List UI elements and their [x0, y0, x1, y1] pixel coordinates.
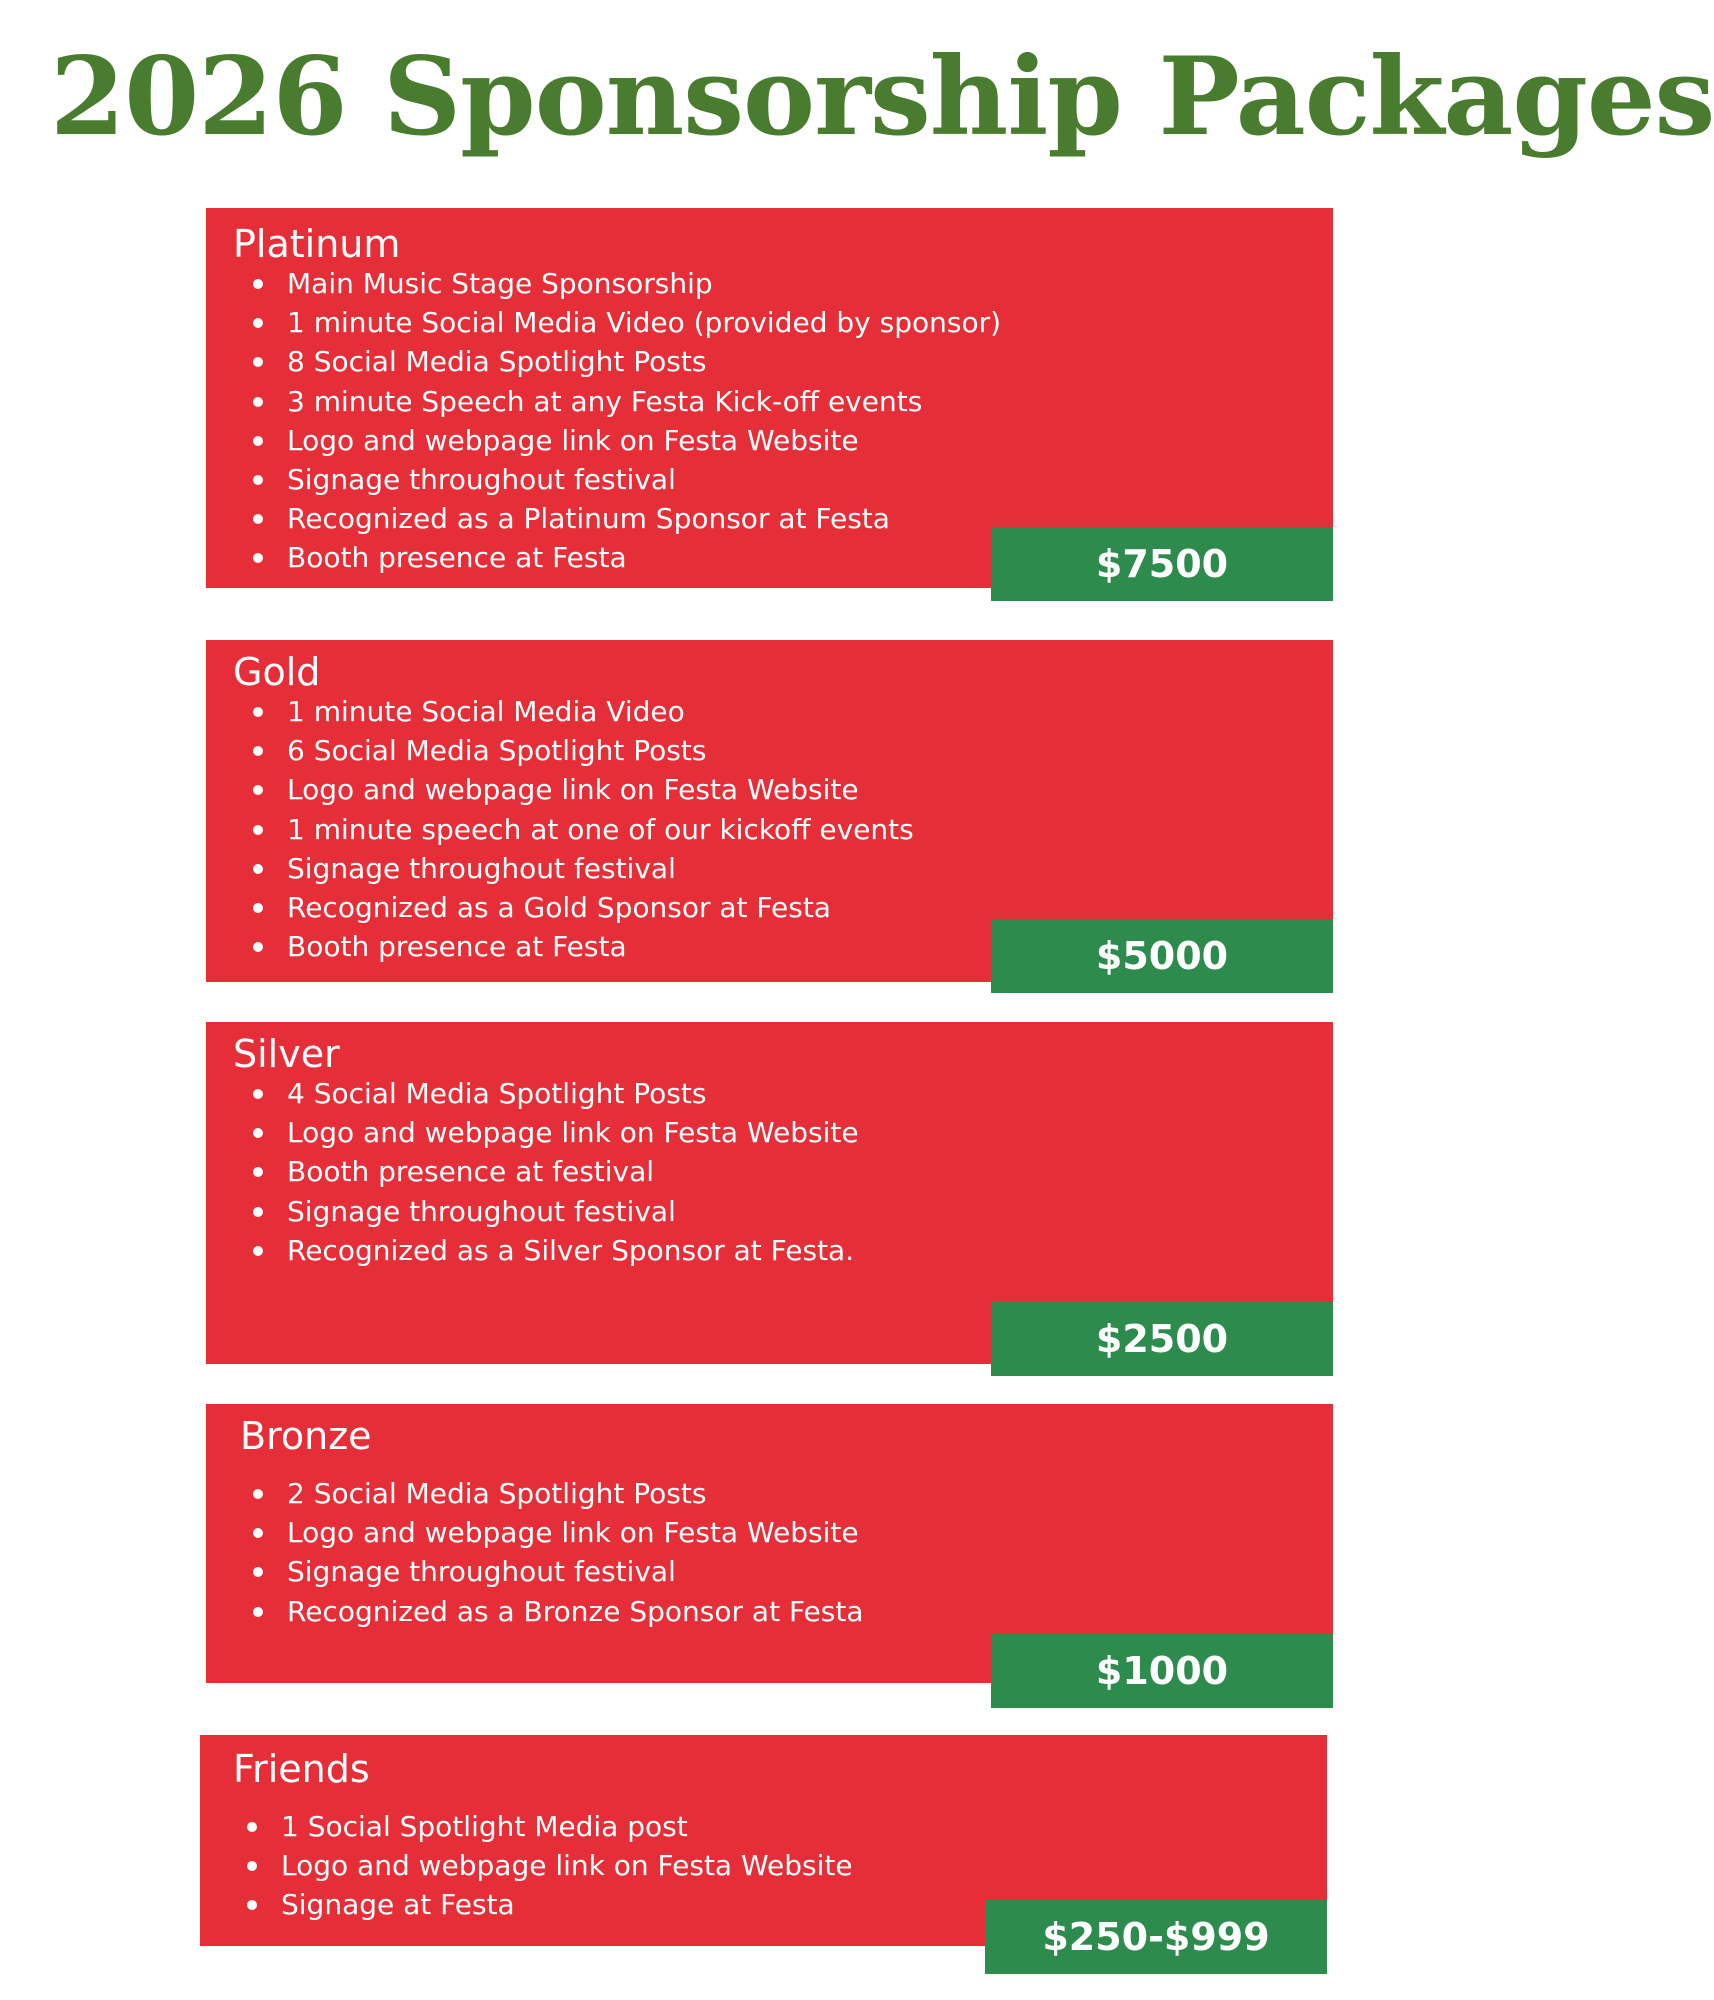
- feature-text: Signage at Festa: [281, 1888, 515, 1922]
- price-tag-friends: $250-$999: [985, 1900, 1327, 1974]
- feature-item: [233, 1474, 863, 1513]
- package-name: Bronze: [240, 1414, 372, 1458]
- feature-list: [233, 1474, 863, 1631]
- feature-item: [233, 770, 914, 809]
- feature-item: [233, 1513, 863, 1552]
- feature-item: [233, 731, 914, 770]
- feature-text: Signage throughout festival: [287, 462, 676, 496]
- feature-item: [233, 382, 1001, 421]
- feature-text: Recognized as a Silver Sponsor at Festa.: [287, 1233, 855, 1267]
- bullet-icon: [253, 279, 263, 289]
- feature-item: [227, 1885, 853, 1924]
- bullet-icon: [253, 942, 263, 952]
- feature-text: Booth presence at Festa: [287, 541, 627, 575]
- bullet-icon: [253, 1567, 263, 1577]
- feature-item: [233, 1113, 859, 1152]
- feature-item: [233, 888, 914, 927]
- feature-item: [233, 264, 1001, 303]
- feature-text: 1 minute speech at one of our kickoff events: [287, 812, 914, 846]
- price-tag-platinum: $7500: [991, 527, 1333, 601]
- feature-text: Logo and webpage link on Festa Website: [281, 1849, 853, 1883]
- feature-item: [233, 421, 1001, 460]
- feature-item: [233, 692, 914, 731]
- feature-text: 6 Social Media Spotlight Posts: [287, 734, 707, 768]
- feature-item: [233, 538, 1001, 577]
- feature-text: Signage throughout festival: [287, 851, 676, 885]
- feature-item: [233, 1592, 863, 1631]
- bullet-icon: [253, 1246, 263, 1256]
- feature-text: 1 minute Social Media Video: [287, 695, 685, 728]
- feature-text: Recognized as a Platinum Sponsor at Festa: [287, 502, 890, 536]
- feature-list: [233, 692, 914, 966]
- bullet-icon: [253, 785, 263, 795]
- feature-item: [233, 1074, 859, 1113]
- feature-list: [233, 1074, 859, 1270]
- bullet-icon: [247, 1900, 257, 1910]
- bullet-icon: [247, 1861, 257, 1871]
- bullet-icon: [247, 1822, 257, 1832]
- bullet-icon: [253, 825, 263, 835]
- feature-text: 1 minute Social Media Video (provided by sponsor): [287, 306, 1002, 340]
- feature-text: Logo and webpage link on Festa Website: [287, 773, 859, 807]
- bullet-icon: [253, 1489, 263, 1499]
- feature-text: 1 Social Spotlight Media post: [281, 1810, 688, 1843]
- bullet-icon: [253, 357, 263, 367]
- feature-text: Recognized as a Gold Sponsor at Festa: [287, 890, 831, 924]
- feature-list: [227, 1807, 853, 1925]
- bullet-icon: [253, 1089, 263, 1099]
- feature-text: Booth presence at Festa: [287, 930, 627, 964]
- bullet-icon: [253, 436, 263, 446]
- feature-item: [233, 1152, 859, 1191]
- package-name: Platinum: [233, 222, 401, 266]
- bullet-icon: [253, 514, 263, 524]
- feature-text: 2 Social Media Spotlight Posts: [287, 1477, 707, 1510]
- bullet-icon: [253, 1528, 263, 1538]
- feature-text: Signage throughout festival: [287, 1194, 676, 1228]
- feature-item: [233, 1552, 863, 1591]
- feature-text: Booth presence at festival: [287, 1155, 655, 1189]
- package-name: Silver: [233, 1032, 340, 1076]
- feature-text: 8 Social Media Spotlight Posts: [287, 345, 707, 379]
- feature-item: [233, 303, 1001, 342]
- bullet-icon: [253, 397, 263, 407]
- feature-text: Recognized as a Bronze Sponsor at Festa: [287, 1594, 864, 1628]
- bullet-icon: [253, 707, 263, 717]
- package-name: Gold: [233, 650, 321, 694]
- bullet-icon: [253, 864, 263, 874]
- feature-item: [227, 1846, 853, 1885]
- price-tag-gold: $5000: [991, 919, 1333, 993]
- feature-item: [233, 810, 914, 849]
- feature-item: [233, 849, 914, 888]
- feature-text: 3 minute Speech at any Festa Kick-off events: [287, 384, 923, 418]
- feature-text: 4 Social Media Spotlight Posts: [287, 1077, 707, 1110]
- feature-text: Logo and webpage link on Festa Website: [287, 1516, 859, 1550]
- bullet-icon: [253, 1607, 263, 1617]
- bullet-icon: [253, 903, 263, 913]
- feature-item: [233, 1192, 859, 1231]
- feature-item: [233, 499, 1001, 538]
- feature-list: [233, 264, 1001, 578]
- feature-text: Logo and webpage link on Festa Website: [287, 1116, 859, 1150]
- feature-item: [233, 342, 1001, 381]
- bullet-icon: [253, 475, 263, 485]
- bullet-icon: [253, 318, 263, 328]
- bullet-icon: [253, 1128, 263, 1138]
- bullet-icon: [253, 1167, 263, 1177]
- feature-item: [233, 927, 914, 966]
- feature-text: Logo and webpage link on Festa Website: [287, 423, 859, 457]
- price-tag-bronze: $1000: [991, 1634, 1333, 1708]
- bullet-icon: [253, 553, 263, 563]
- package-name: Friends: [233, 1747, 370, 1791]
- bullet-icon: [253, 1207, 263, 1217]
- feature-item: [233, 460, 1001, 499]
- feature-item: [227, 1807, 853, 1846]
- feature-text: Main Music Stage Sponsorship: [287, 267, 713, 300]
- bullet-icon: [253, 746, 263, 756]
- feature-text: Signage throughout festival: [287, 1555, 676, 1589]
- feature-item: [233, 1231, 859, 1270]
- page-title: 2026 Sponsorship Packages: [50, 34, 1714, 160]
- price-tag-silver: $2500: [991, 1302, 1333, 1376]
